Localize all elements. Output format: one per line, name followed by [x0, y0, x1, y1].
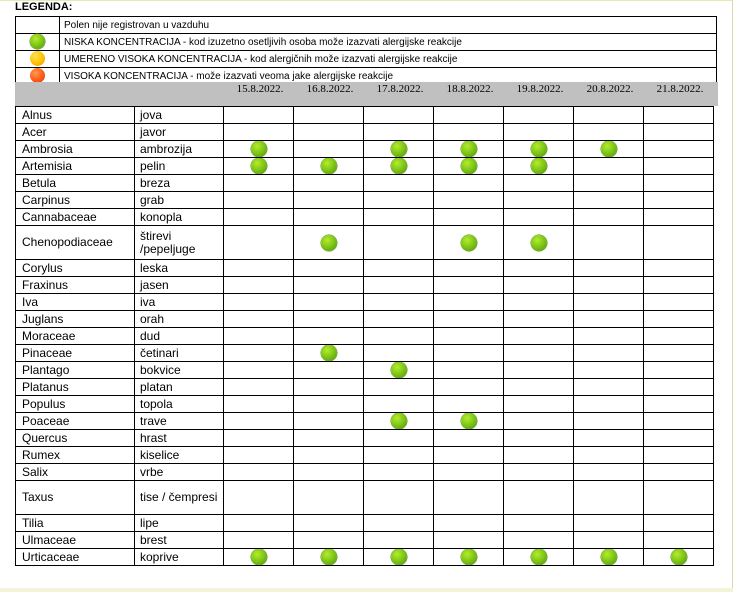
- concentration-cell: [224, 107, 294, 124]
- concentration-cell: [364, 192, 434, 209]
- concentration-cell: [364, 328, 434, 345]
- concentration-cell: [294, 209, 364, 226]
- concentration-cell: [574, 549, 644, 566]
- concentration-cell: [644, 277, 714, 294]
- latin-name-cell: Acer: [16, 124, 135, 141]
- latin-name-cell: Cannabaceae: [16, 209, 135, 226]
- concentration-cell: [574, 532, 644, 549]
- green-dot-icon: [531, 235, 547, 251]
- local-name-cell: štirevi /pepeljuge: [135, 226, 224, 260]
- date-header: 17.8.2022.: [376, 83, 424, 95]
- legend-table: [15, 16, 717, 85]
- latin-name-cell: Tilia: [16, 515, 135, 532]
- concentration-cell: [574, 294, 644, 311]
- concentration-cell: [644, 141, 714, 158]
- concentration-cell: [574, 430, 644, 447]
- concentration-cell: [364, 413, 434, 430]
- concentration-cell: [364, 379, 434, 396]
- concentration-cell: [644, 175, 714, 192]
- top-border-line: [0, 0, 733, 1]
- bottom-strip: [0, 588, 733, 592]
- concentration-cell: [504, 192, 574, 209]
- concentration-cell: [364, 107, 434, 124]
- concentration-cell: [224, 345, 294, 362]
- concentration-cell: [224, 141, 294, 158]
- legend-row-none: [16, 17, 717, 34]
- latin-name-cell: Moraceae: [16, 328, 135, 345]
- local-name-cell: konopla: [135, 209, 224, 226]
- concentration-cell: [574, 226, 644, 260]
- concentration-cell: [364, 464, 434, 481]
- concentration-cell: [364, 260, 434, 277]
- concentration-cell: [574, 141, 644, 158]
- concentration-cell: [294, 192, 364, 209]
- table-row: [16, 209, 714, 226]
- concentration-cell: [504, 294, 574, 311]
- concentration-cell: [294, 124, 364, 141]
- concentration-cell: [294, 107, 364, 124]
- concentration-cell: [294, 175, 364, 192]
- concentration-cell: [434, 311, 504, 328]
- concentration-cell: [294, 158, 364, 175]
- table-row: [16, 175, 714, 192]
- concentration-cell: [224, 277, 294, 294]
- pollen-table: [15, 106, 714, 566]
- concentration-cell: [574, 328, 644, 345]
- concentration-cell: [434, 345, 504, 362]
- legend-text-high: VISOKA KONCENTRACIJA - može izazvati veoma jake alergijske reakcije: [60, 68, 717, 85]
- latin-name-cell: Plantago: [16, 362, 135, 379]
- local-name-cell: četinari: [135, 345, 224, 362]
- concentration-cell: [574, 379, 644, 396]
- concentration-cell: [644, 209, 714, 226]
- legend-title: LEGENDA:: [15, 1, 73, 13]
- green-dot-icon: [461, 549, 477, 565]
- concentration-cell: [224, 226, 294, 260]
- concentration-cell: [364, 481, 434, 515]
- latin-name-cell: Pinaceae: [16, 345, 135, 362]
- concentration-cell: [434, 107, 504, 124]
- concentration-cell: [504, 311, 574, 328]
- concentration-cell: [504, 277, 574, 294]
- green-dot-icon: [531, 141, 547, 157]
- table-row: [16, 141, 714, 158]
- local-name-cell: kiselice: [135, 447, 224, 464]
- concentration-cell: [434, 175, 504, 192]
- concentration-cell: [224, 209, 294, 226]
- concentration-cell: [574, 413, 644, 430]
- concentration-cell: [504, 532, 574, 549]
- local-name-cell: koprive: [135, 549, 224, 566]
- concentration-cell: [224, 464, 294, 481]
- local-name-cell: leska: [135, 260, 224, 277]
- table-row: [16, 362, 714, 379]
- concentration-cell: [504, 549, 574, 566]
- concentration-cell: [434, 226, 504, 260]
- concentration-cell: [574, 260, 644, 277]
- concentration-cell: [364, 515, 434, 532]
- concentration-cell: [644, 464, 714, 481]
- concentration-cell: [434, 430, 504, 447]
- legend-text-moderate: UMERENO VISOKA KONCENTRACIJA - kod alergičnih može izazvati alergijske reakcije: [60, 51, 717, 68]
- concentration-cell: [504, 464, 574, 481]
- concentration-cell: [224, 430, 294, 447]
- concentration-cell: [504, 345, 574, 362]
- concentration-cell: [434, 328, 504, 345]
- concentration-cell: [364, 447, 434, 464]
- table-row: [16, 260, 714, 277]
- table-row: [16, 158, 714, 175]
- table-row: [16, 532, 714, 549]
- concentration-cell: [504, 328, 574, 345]
- green-dot-icon: [391, 158, 407, 174]
- green-dot-icon: [30, 34, 45, 49]
- concentration-cell: [644, 192, 714, 209]
- concentration-cell: [644, 447, 714, 464]
- legend-row-moderate: [16, 51, 717, 68]
- concentration-cell: [434, 447, 504, 464]
- concentration-cell: [504, 413, 574, 430]
- concentration-cell: [644, 328, 714, 345]
- concentration-cell: [224, 311, 294, 328]
- green-dot-icon: [461, 413, 477, 429]
- green-dot-icon: [391, 362, 407, 378]
- concentration-cell: [504, 209, 574, 226]
- table-row: [16, 413, 714, 430]
- latin-name-cell: Betula: [16, 175, 135, 192]
- concentration-cell: [294, 226, 364, 260]
- concentration-cell: [364, 362, 434, 379]
- concentration-cell: [574, 107, 644, 124]
- green-dot-icon: [321, 549, 337, 565]
- latin-name-cell: Alnus: [16, 107, 135, 124]
- local-name-cell: dud: [135, 328, 224, 345]
- concentration-cell: [294, 447, 364, 464]
- concentration-cell: [224, 175, 294, 192]
- concentration-cell: [644, 362, 714, 379]
- concentration-cell: [574, 209, 644, 226]
- local-name-cell: pelin: [135, 158, 224, 175]
- concentration-cell: [434, 532, 504, 549]
- local-name-cell: jasen: [135, 277, 224, 294]
- concentration-cell: [644, 260, 714, 277]
- concentration-cell: [644, 226, 714, 260]
- concentration-cell: [644, 413, 714, 430]
- concentration-cell: [294, 549, 364, 566]
- green-dot-icon: [461, 235, 477, 251]
- concentration-cell: [434, 294, 504, 311]
- green-dot-icon: [531, 549, 547, 565]
- concentration-cell: [294, 362, 364, 379]
- concentration-cell: [434, 549, 504, 566]
- green-dot-icon: [391, 141, 407, 157]
- concentration-cell: [644, 549, 714, 566]
- concentration-cell: [644, 430, 714, 447]
- concentration-cell: [224, 413, 294, 430]
- concentration-cell: [434, 396, 504, 413]
- concentration-cell: [364, 226, 434, 260]
- concentration-cell: [574, 447, 644, 464]
- concentration-cell: [434, 515, 504, 532]
- local-name-cell: platan: [135, 379, 224, 396]
- concentration-cell: [434, 379, 504, 396]
- concentration-cell: [294, 430, 364, 447]
- concentration-cell: [434, 192, 504, 209]
- concentration-cell: [294, 464, 364, 481]
- latin-name-cell: Carpinus: [16, 192, 135, 209]
- concentration-cell: [294, 294, 364, 311]
- concentration-cell: [504, 447, 574, 464]
- concentration-cell: [644, 345, 714, 362]
- latin-name-cell: Ambrosia: [16, 141, 135, 158]
- concentration-cell: [574, 277, 644, 294]
- concentration-cell: [364, 345, 434, 362]
- green-dot-icon: [321, 345, 337, 361]
- concentration-cell: [294, 396, 364, 413]
- concentration-cell: [224, 192, 294, 209]
- concentration-cell: [434, 277, 504, 294]
- concentration-cell: [504, 260, 574, 277]
- concentration-cell: [644, 532, 714, 549]
- concentration-cell: [574, 158, 644, 175]
- concentration-cell: [364, 141, 434, 158]
- local-name-cell: hrast: [135, 430, 224, 447]
- concentration-cell: [224, 447, 294, 464]
- latin-name-cell: Corylus: [16, 260, 135, 277]
- date-header: 16.8.2022.: [306, 83, 354, 95]
- green-dot-icon: [391, 549, 407, 565]
- date-header: 18.8.2022.: [446, 83, 494, 95]
- date-header: 15.8.2022.: [236, 83, 284, 95]
- concentration-cell: [434, 260, 504, 277]
- concentration-cell: [434, 141, 504, 158]
- concentration-cell: [644, 379, 714, 396]
- concentration-cell: [294, 481, 364, 515]
- green-dot-icon: [321, 235, 337, 251]
- concentration-cell: [434, 209, 504, 226]
- local-name-cell: orah: [135, 311, 224, 328]
- concentration-cell: [364, 396, 434, 413]
- concentration-cell: [224, 260, 294, 277]
- concentration-cell: [364, 430, 434, 447]
- local-name-cell: iva: [135, 294, 224, 311]
- latin-name-cell: Juglans: [16, 311, 135, 328]
- concentration-cell: [364, 277, 434, 294]
- concentration-cell: [294, 311, 364, 328]
- date-header: 20.8.2022.: [586, 83, 634, 95]
- concentration-cell: [364, 311, 434, 328]
- green-dot-icon: [251, 141, 267, 157]
- concentration-cell: [224, 532, 294, 549]
- concentration-cell: [434, 464, 504, 481]
- green-dot-icon: [601, 141, 617, 157]
- local-name-cell: topola: [135, 396, 224, 413]
- yellow-dot-icon: [30, 51, 45, 66]
- table-row: [16, 311, 714, 328]
- concentration-cell: [364, 175, 434, 192]
- table-row: [16, 277, 714, 294]
- table-row: [16, 481, 714, 515]
- latin-name-cell: Populus: [16, 396, 135, 413]
- table-row: [16, 464, 714, 481]
- latin-name-cell: Artemisia: [16, 158, 135, 175]
- concentration-cell: [294, 515, 364, 532]
- green-dot-icon: [671, 549, 687, 565]
- local-name-cell: jova: [135, 107, 224, 124]
- concentration-cell: [364, 294, 434, 311]
- concentration-cell: [504, 379, 574, 396]
- local-name-cell: tise / čempresi: [135, 481, 224, 515]
- concentration-cell: [294, 277, 364, 294]
- latin-name-cell: Iva: [16, 294, 135, 311]
- concentration-cell: [574, 481, 644, 515]
- legend-swatch-empty: [16, 17, 60, 34]
- concentration-cell: [574, 464, 644, 481]
- concentration-cell: [294, 345, 364, 362]
- concentration-cell: [644, 481, 714, 515]
- latin-name-cell: Rumex: [16, 447, 135, 464]
- local-name-cell: brest: [135, 532, 224, 549]
- concentration-cell: [644, 396, 714, 413]
- concentration-cell: [434, 158, 504, 175]
- concentration-cell: [574, 345, 644, 362]
- concentration-cell: [504, 362, 574, 379]
- concentration-cell: [364, 209, 434, 226]
- concentration-cell: [294, 328, 364, 345]
- concentration-cell: [364, 549, 434, 566]
- green-dot-icon: [321, 158, 337, 174]
- concentration-cell: [504, 430, 574, 447]
- green-dot-icon: [251, 158, 267, 174]
- local-name-cell: vrbe: [135, 464, 224, 481]
- legend-text-low: NISKA KONCENTRACIJA - kod izuzetno osetljivih osoba može izazvati alergijske reakcije: [60, 34, 717, 51]
- latin-name-cell: Poaceae: [16, 413, 135, 430]
- table-row: [16, 226, 714, 260]
- concentration-cell: [224, 396, 294, 413]
- concentration-cell: [504, 481, 574, 515]
- concentration-cell: [504, 515, 574, 532]
- concentration-cell: [434, 124, 504, 141]
- table-row: [16, 345, 714, 362]
- green-dot-icon: [461, 158, 477, 174]
- table-row: [16, 447, 714, 464]
- table-row: [16, 549, 714, 566]
- concentration-cell: [224, 124, 294, 141]
- concentration-cell: [504, 175, 574, 192]
- concentration-cell: [504, 158, 574, 175]
- latin-name-cell: Salix: [16, 464, 135, 481]
- table-row: [16, 379, 714, 396]
- latin-name-cell: Quercus: [16, 430, 135, 447]
- concentration-cell: [294, 532, 364, 549]
- concentration-cell: [364, 532, 434, 549]
- local-name-cell: bokvice: [135, 362, 224, 379]
- table-row: [16, 294, 714, 311]
- local-name-cell: lipe: [135, 515, 224, 532]
- concentration-cell: [294, 260, 364, 277]
- legend-text-none: Polen nije registrovan u vazduhu: [60, 17, 717, 34]
- table-row: [16, 430, 714, 447]
- local-name-cell: grab: [135, 192, 224, 209]
- green-dot-icon: [391, 413, 407, 429]
- concentration-cell: [224, 328, 294, 345]
- concentration-cell: [434, 481, 504, 515]
- concentration-cell: [504, 107, 574, 124]
- green-dot-icon: [531, 158, 547, 174]
- concentration-cell: [224, 549, 294, 566]
- table-row: [16, 396, 714, 413]
- concentration-cell: [364, 124, 434, 141]
- latin-name-cell: Platanus: [16, 379, 135, 396]
- concentration-cell: [574, 192, 644, 209]
- concentration-cell: [224, 379, 294, 396]
- concentration-cell: [644, 158, 714, 175]
- concentration-cell: [574, 175, 644, 192]
- local-name-cell: trave: [135, 413, 224, 430]
- concentration-cell: [434, 413, 504, 430]
- concentration-cell: [644, 311, 714, 328]
- concentration-cell: [574, 311, 644, 328]
- concentration-cell: [504, 396, 574, 413]
- concentration-cell: [224, 362, 294, 379]
- concentration-cell: [224, 481, 294, 515]
- table-row: [16, 328, 714, 345]
- table-row: [16, 124, 714, 141]
- concentration-cell: [364, 158, 434, 175]
- concentration-cell: [224, 294, 294, 311]
- concentration-cell: [434, 362, 504, 379]
- latin-name-cell: Ulmaceae: [16, 532, 135, 549]
- concentration-cell: [504, 141, 574, 158]
- local-name-cell: breza: [135, 175, 224, 192]
- concentration-cell: [294, 141, 364, 158]
- concentration-cell: [224, 158, 294, 175]
- table-row: [16, 515, 714, 532]
- green-dot-icon: [461, 141, 477, 157]
- latin-name-cell: Taxus: [16, 481, 135, 515]
- concentration-cell: [574, 362, 644, 379]
- concentration-cell: [294, 379, 364, 396]
- concentration-cell: [574, 124, 644, 141]
- concentration-cell: [574, 396, 644, 413]
- concentration-cell: [644, 107, 714, 124]
- green-dot-icon: [601, 549, 617, 565]
- local-name-cell: ambrozija: [135, 141, 224, 158]
- concentration-cell: [574, 515, 644, 532]
- green-dot-icon: [251, 549, 267, 565]
- date-header: 19.8.2022.: [516, 83, 564, 95]
- table-row: [16, 107, 714, 124]
- concentration-cell: [644, 124, 714, 141]
- date-header: 21.8.2022.: [656, 83, 704, 95]
- concentration-cell: [294, 413, 364, 430]
- latin-name-cell: Fraxinus: [16, 277, 135, 294]
- table-row: [16, 192, 714, 209]
- local-name-cell: javor: [135, 124, 224, 141]
- concentration-cell: [504, 226, 574, 260]
- legend-row-low: [16, 34, 717, 51]
- concentration-cell: [644, 294, 714, 311]
- concentration-cell: [504, 124, 574, 141]
- concentration-cell: [224, 515, 294, 532]
- latin-name-cell: Urticaceae: [16, 549, 135, 566]
- latin-name-cell: Chenopodiaceae: [16, 226, 135, 260]
- date-header-bar: [15, 82, 718, 106]
- concentration-cell: [644, 515, 714, 532]
